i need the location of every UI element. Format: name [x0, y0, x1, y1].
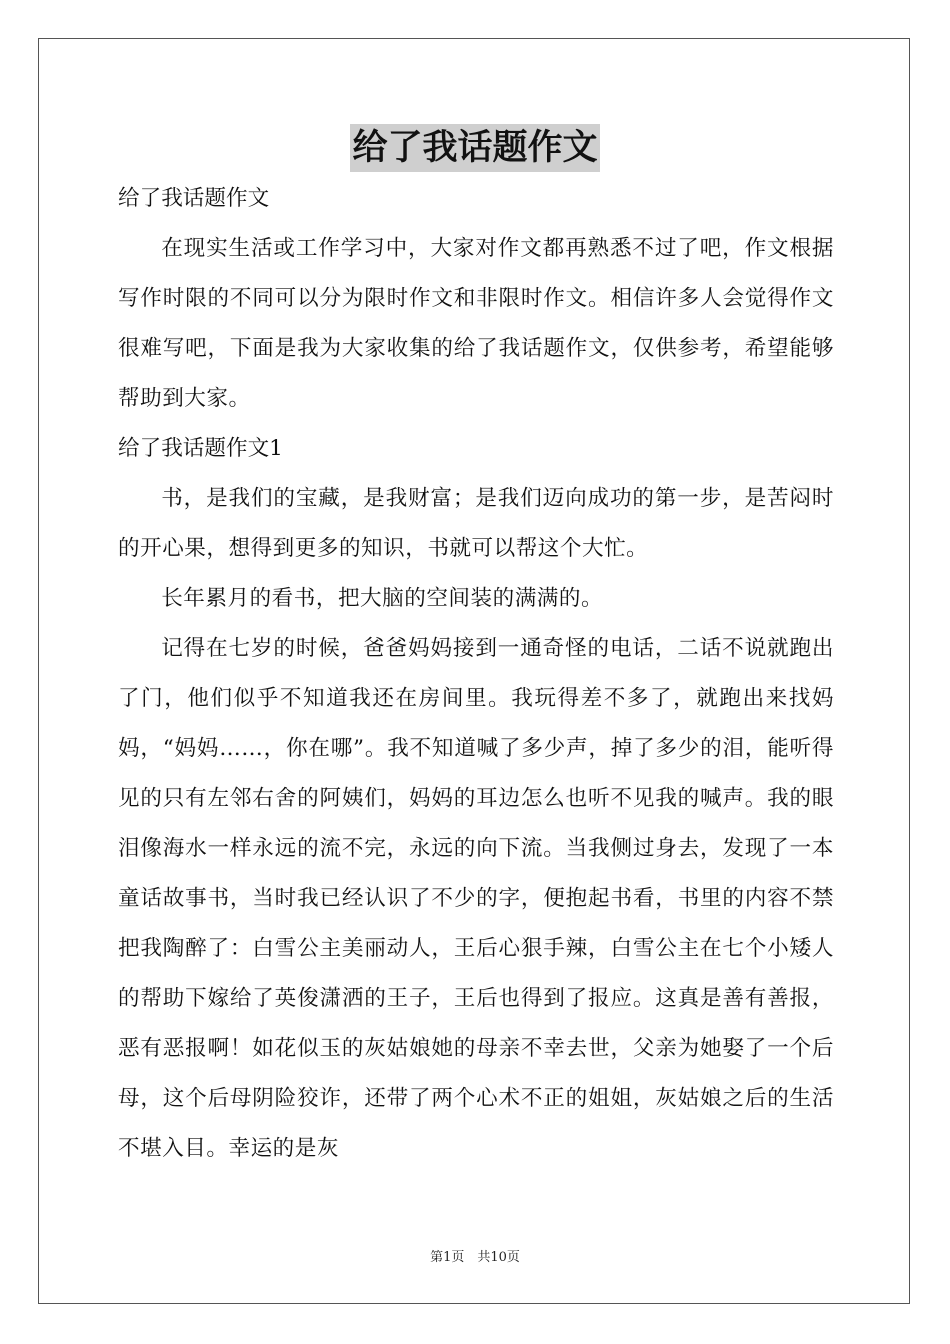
- title-container: [0, 124, 950, 172]
- page-footer: 第1页 共10页: [430, 1250, 520, 1265]
- document-body: [118, 174, 834, 1174]
- section-heading: 给了我话题作文1: [118, 436, 283, 461]
- body-paragraph-1: 书，是我们的宝藏，是我财富；是我们迈向成功的第一步，是苦闷时的开心果，想得到更多的知识，书就可以帮这个大忙。: [118, 486, 834, 561]
- document-title: 给了我话题作文: [350, 124, 599, 172]
- document-subtitle: 给了我话题作文: [118, 186, 270, 211]
- body-paragraph-3: 记得在七岁的时候，爸爸妈妈接到一通奇怪的电话，二话不说就跑出了门，他们似乎不知道我还在房间里。我玩得差不多了，就跑出来找妈妈，“妈妈……，你在哪”。我不知道喊了多少声，掉了多少的泪，能听得见的只有左邻右舍的阿姨们，妈妈的耳边怎么也听不见我的喊声。我的眼泪像海水一样永远的流不完，永远的向下流。当我侧过身去，发现了一本童话故事书，当时我已经认识了不少的字，便抱起书看，书里的内容不禁把我陶醉了：白雪公主美丽动人，王后心狠手辣，白雪公主在七个小矮人的帮助下嫁给了英俊潇洒的王子，王后也得到了报应。这真是善有善报，恶有恶报啊！如花似玉的灰姑娘她的母亲不幸去世，父亲为她娶了一个后母，这个后母阴险狡诈，还带了两个心术不正的姐姐，灰姑娘之后的生活不堪入目。幸运的是灰: [118, 636, 834, 1161]
- body-paragraph-2: 长年累月的看书，把大脑的空间装的满满的。: [161, 586, 604, 611]
- intro-paragraph: 在现实生活或工作学习中，大家对作文都再熟悉不过了吧，作文根据写作时限的不同可以分为限时作文和非限时作文。相信许多人会觉得作文很难写吧，下面是我为大家收集的给了我话题作文，仅供参考，希望能够帮助到大家。: [118, 236, 834, 411]
